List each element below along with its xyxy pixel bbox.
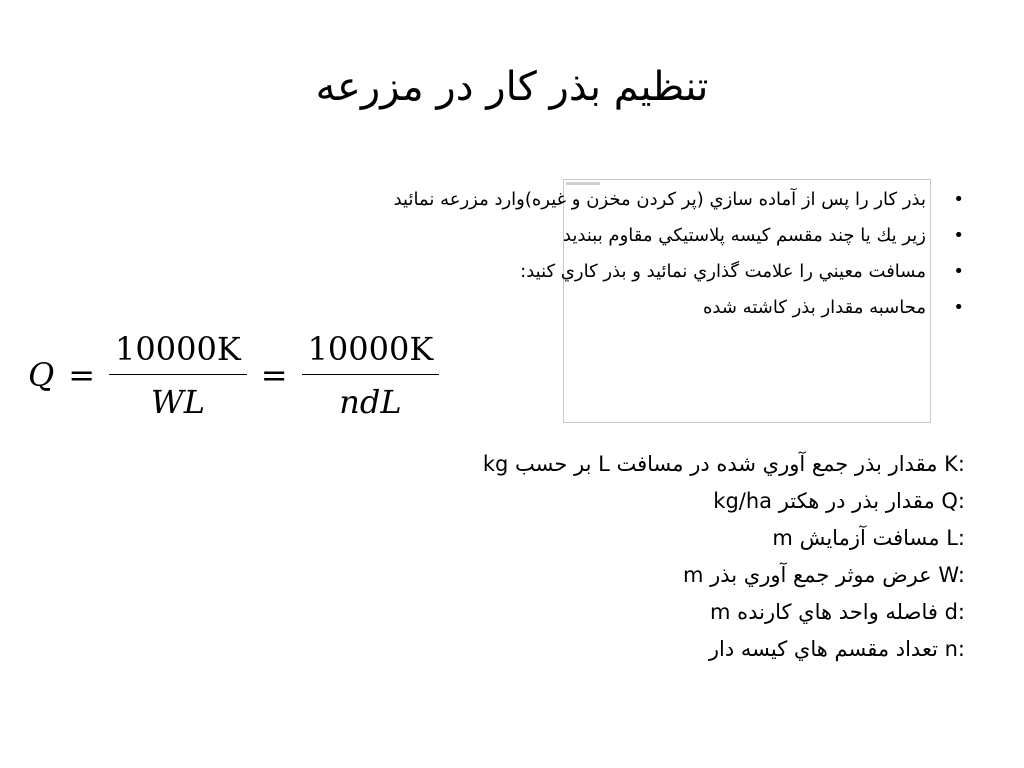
definition-row	[300, 557, 965, 594]
bullet-item	[180, 182, 970, 218]
formula-fraction-2	[302, 330, 440, 421]
bullet-text: محاسبه مقدار بذر كاشته شده	[702, 297, 926, 318]
bullet-list	[180, 182, 970, 326]
definition-symbol: Q:	[941, 489, 965, 513]
bullet-item	[180, 218, 970, 254]
definition-row	[300, 483, 965, 520]
bullet-item	[180, 290, 970, 326]
variable-definitions	[300, 446, 965, 668]
definition-row	[300, 520, 965, 557]
bullet-dot-icon: •	[953, 297, 964, 318]
bullet-dot-icon: •	[953, 225, 964, 246]
definition-text: فاصله واحد هاي كارنده m	[709, 600, 938, 624]
definition-text: عرض موثر جمع آوري بذر m	[682, 563, 932, 587]
formula-equals: =	[260, 356, 288, 394]
definition-row	[300, 631, 965, 668]
bullet-item	[180, 254, 970, 290]
bullet-text: زير يك يا چند مقسم كيسه پلاستيكي مقاوم ببنديد	[562, 225, 926, 246]
definition-text: تعداد مقسم هاي كيسه دار	[708, 637, 938, 661]
definition-symbol: K:	[944, 452, 965, 476]
definition-text: مسافت آزمايش m	[772, 526, 940, 550]
definition-symbol: L:	[946, 526, 965, 550]
bullet-text: مسافت معيني را علامت گذاري نمائيد و بذر كاري كنيد:	[520, 261, 926, 282]
formula-equals: =	[68, 356, 96, 394]
fraction-numerator: 10000K	[109, 330, 247, 375]
fraction-denominator: ndL	[339, 382, 402, 421]
definition-symbol: W:	[938, 563, 965, 587]
formula-fraction-1	[109, 330, 247, 421]
fraction-denominator: WL	[150, 382, 205, 421]
definition-text: مقدار بذر در هكتر kg/ha	[713, 489, 935, 513]
definition-row	[300, 594, 965, 631]
definition-row	[300, 446, 965, 483]
bullet-dot-icon: •	[953, 189, 964, 210]
seed-rate-formula	[28, 330, 439, 420]
slide-title: تنظيم بذر كار در مزرعه	[315, 64, 709, 110]
definition-symbol: n:	[944, 637, 965, 661]
definition-text: مقدار بذر جمع آوري شده در مسافت L بر حسب kg	[482, 452, 938, 476]
bullet-text: بذر كار را پس از آماده سازي (پر كردن مخزن و غيره)وارد مزرعه نمائيد	[393, 189, 926, 210]
bullet-dot-icon: •	[953, 261, 964, 282]
formula-lhs: Q	[28, 356, 55, 394]
fraction-numerator: 10000K	[302, 330, 440, 375]
definition-symbol: d:	[944, 600, 965, 624]
